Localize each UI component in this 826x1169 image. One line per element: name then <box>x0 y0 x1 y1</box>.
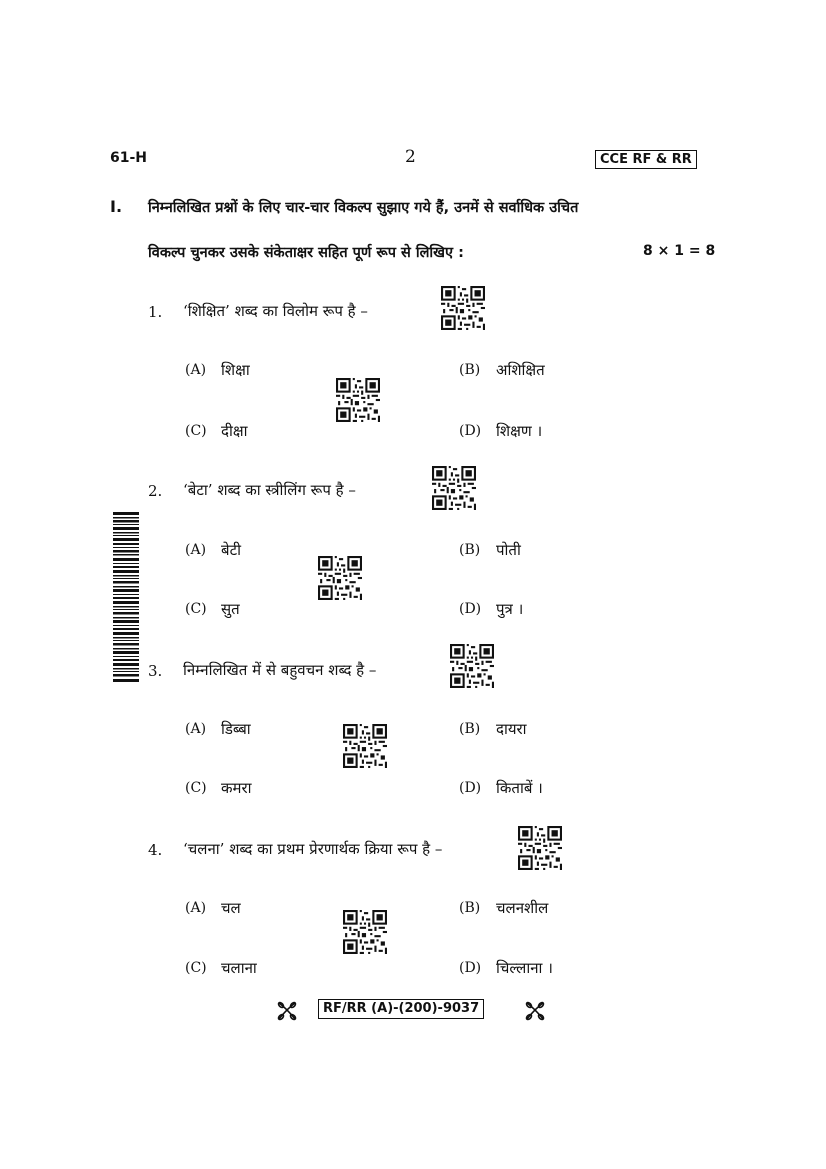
question-text: ‘शिक्षित’ शब्द का विलोम रूप है – <box>183 302 368 320</box>
option-text: डिब्बा <box>221 720 251 738</box>
option-text: कमरा <box>221 779 252 797</box>
qr-code-icon <box>318 556 362 600</box>
question-text: निम्नलिखित में से बहुवचन शब्द है – <box>183 661 377 679</box>
qr-code-icon <box>441 286 485 330</box>
qr-code-icon <box>518 826 562 870</box>
option-text: चिल्लाना । <box>496 959 553 977</box>
option-letter: (C) <box>185 780 207 796</box>
subject-code: 61-H <box>110 150 148 166</box>
question-number: 3. <box>148 662 163 680</box>
option-letter: (C) <box>185 423 207 439</box>
option-letter: (D) <box>459 423 482 439</box>
marks-allocation: 8 × 1 = 8 <box>643 243 716 259</box>
option-text: पुत्र । <box>496 600 524 618</box>
instruction-line-2: विकल्प चुनकर उसके संकेताक्षर सहित पूर्ण रूप से लिखिए : <box>148 245 464 261</box>
ornament-icon <box>524 1000 546 1022</box>
qr-code-icon <box>336 378 380 422</box>
option-letter: (A) <box>185 900 207 916</box>
option-text: शिक्षण । <box>496 422 543 440</box>
option-letter: (A) <box>185 542 207 558</box>
qr-code-icon <box>450 644 494 688</box>
option-letter: (C) <box>185 601 207 617</box>
page-number: 2 <box>405 147 416 167</box>
option-text: चलाना <box>221 959 257 977</box>
barcode-icon <box>113 512 139 682</box>
option-letter: (A) <box>185 362 207 378</box>
option-letter: (B) <box>459 900 481 916</box>
paper-code-box: RF/RR (A)-(200)-9037 <box>318 999 484 1019</box>
option-text: चल <box>221 899 241 917</box>
option-text: किताबें । <box>496 779 543 797</box>
option-letter: (A) <box>185 721 207 737</box>
option-text: बेटी <box>221 541 242 559</box>
question-text: ‘बेटा’ शब्द का स्त्रीलिंग रूप है – <box>183 481 356 499</box>
question-text: ‘चलना’ शब्द का प्रथम प्रेरणार्थक क्रिया रूप है – <box>183 840 443 858</box>
qr-code-icon <box>343 724 387 768</box>
option-letter: (D) <box>459 601 482 617</box>
option-letter: (D) <box>459 960 482 976</box>
question-number: 1. <box>148 303 163 321</box>
instruction-line-1: निम्नलिखित प्रश्नों के लिए चार-चार विकल्प सुझाए गये हैं, उनमें से सर्वाधिक उचित <box>148 200 579 216</box>
option-letter: (B) <box>459 542 481 558</box>
ornament-icon <box>276 1000 298 1022</box>
option-letter: (B) <box>459 721 481 737</box>
qr-code-icon <box>343 910 387 954</box>
option-text: दीक्षा <box>221 422 248 440</box>
option-text: सुत <box>221 600 240 618</box>
question-number: 4. <box>148 841 163 859</box>
option-text: चलनशील <box>496 899 549 917</box>
option-text: शिक्षा <box>221 361 250 379</box>
exam-code-box: CCE RF & RR <box>595 150 697 169</box>
option-text: पोती <box>496 541 521 559</box>
option-text: अशिक्षित <box>496 361 545 379</box>
question-number: 2. <box>148 482 163 500</box>
qr-code-icon <box>432 466 476 510</box>
option-letter: (C) <box>185 960 207 976</box>
option-letter: (D) <box>459 780 482 796</box>
option-letter: (B) <box>459 362 481 378</box>
section-number: I. <box>110 197 123 216</box>
option-text: दायरा <box>496 720 527 738</box>
